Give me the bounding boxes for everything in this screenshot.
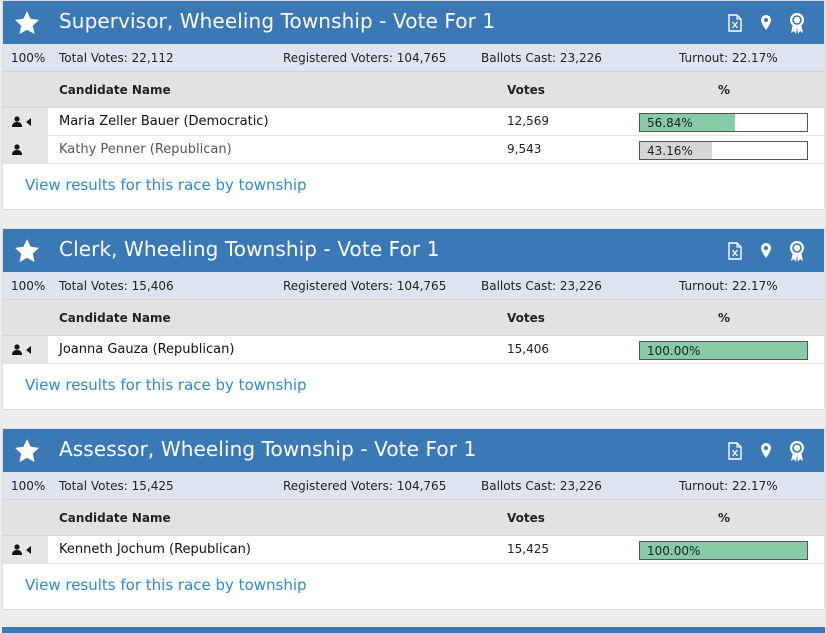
excel-export-icon[interactable] <box>724 438 746 464</box>
race-title: Supervisor, Wheeling Township - Vote For 1 <box>59 9 496 33</box>
column-header-candidate: Candidate Name <box>59 83 171 97</box>
candidate-name: Joanna Gauza (Republican) <box>59 342 235 357</box>
registered-voters: Registered Voters: 104,765 <box>283 279 447 293</box>
race-card <box>2 0 825 210</box>
results-table-header <box>3 72 824 108</box>
star-icon <box>13 437 41 465</box>
township-results-link[interactable]: View results for this race by township <box>25 376 307 394</box>
race-stats-row <box>3 44 824 72</box>
candidate-name: Maria Zeller Bauer (Democratic) <box>59 114 269 129</box>
next-race-header-edge <box>2 627 825 633</box>
ribbon-award-icon[interactable] <box>786 438 808 464</box>
user-icon <box>12 344 22 355</box>
excel-export-icon[interactable] <box>724 10 746 36</box>
user-icon <box>12 116 22 127</box>
registered-voters: Registered Voters: 104,765 <box>283 479 447 493</box>
user-icon <box>12 544 22 555</box>
caret-left-icon <box>26 546 32 554</box>
column-header-votes: Votes <box>507 511 545 525</box>
township-results-link[interactable]: View results for this race by township <box>25 176 307 194</box>
percent-bar <box>639 341 808 360</box>
race-title: Clerk, Wheeling Township - Vote For 1 <box>59 237 440 261</box>
turnout: Turnout: 22.17% <box>679 279 778 293</box>
percent-label: 100.00% <box>647 344 701 358</box>
candidate-votes: 12,569 <box>507 114 549 128</box>
candidate-row <box>3 336 824 364</box>
total-votes: Total Votes: 15,425 <box>59 479 174 493</box>
caret-left-icon <box>26 118 32 126</box>
percent-label: 100.00% <box>647 544 701 558</box>
user-icon <box>12 144 22 155</box>
candidate-row <box>3 536 824 564</box>
map-marker-icon[interactable] <box>755 438 777 464</box>
race-header <box>3 229 824 272</box>
favorite-button[interactable] <box>3 1 51 44</box>
star-icon <box>13 9 41 37</box>
percent-bar <box>639 113 808 132</box>
percent-label: 56.84% <box>647 116 693 130</box>
percent-bar <box>639 141 808 160</box>
ribbon-award-icon[interactable] <box>786 10 808 36</box>
ribbon-award-icon[interactable] <box>786 238 808 264</box>
turnout: Turnout: 22.17% <box>679 479 778 493</box>
race-header <box>3 1 824 44</box>
candidate-name: Kenneth Jochum (Republican) <box>59 542 251 557</box>
total-votes: Total Votes: 15,406 <box>59 279 174 293</box>
column-header-votes: Votes <box>507 311 545 325</box>
ballots-cast: Ballots Cast: 23,226 <box>481 51 602 65</box>
column-header-percent: % <box>718 311 731 325</box>
ballots-cast: Ballots Cast: 23,226 <box>481 279 602 293</box>
registered-voters: Registered Voters: 104,765 <box>283 51 447 65</box>
column-header-percent: % <box>718 83 731 97</box>
ballots-cast: Ballots Cast: 23,226 <box>481 479 602 493</box>
race-title: Assessor, Wheeling Township - Vote For 1 <box>59 437 477 461</box>
race-header <box>3 429 824 472</box>
candidate-name: Kathy Penner (Republican) <box>59 142 232 157</box>
column-header-candidate: Candidate Name <box>59 311 171 325</box>
race-card <box>2 228 825 410</box>
favorite-button[interactable] <box>3 229 51 272</box>
candidate-row <box>3 136 824 164</box>
precincts-reporting: 100% <box>11 51 46 65</box>
total-votes: Total Votes: 22,112 <box>59 51 174 65</box>
percent-bar <box>639 541 808 560</box>
results-table-header <box>3 300 824 336</box>
turnout: Turnout: 22.17% <box>679 51 778 65</box>
race-stats-row <box>3 272 824 300</box>
column-header-candidate: Candidate Name <box>59 511 171 525</box>
column-header-votes: Votes <box>507 83 545 97</box>
race-stats-row <box>3 472 824 500</box>
candidate-votes: 15,425 <box>507 542 549 556</box>
column-header-percent: % <box>718 511 731 525</box>
precincts-reporting: 100% <box>11 479 46 493</box>
star-icon <box>13 237 41 265</box>
excel-export-icon[interactable] <box>724 238 746 264</box>
township-results-link[interactable]: View results for this race by township <box>25 576 307 594</box>
caret-left-icon <box>26 346 32 354</box>
percent-label: 43.16% <box>647 144 693 158</box>
candidate-votes: 9,543 <box>507 142 542 156</box>
candidate-row <box>3 108 824 136</box>
candidate-votes: 15,406 <box>507 342 549 356</box>
precincts-reporting: 100% <box>11 279 46 293</box>
map-marker-icon[interactable] <box>755 238 777 264</box>
race-card <box>2 428 825 610</box>
results-table-header <box>3 500 824 536</box>
map-marker-icon[interactable] <box>755 10 777 36</box>
favorite-button[interactable] <box>3 429 51 472</box>
